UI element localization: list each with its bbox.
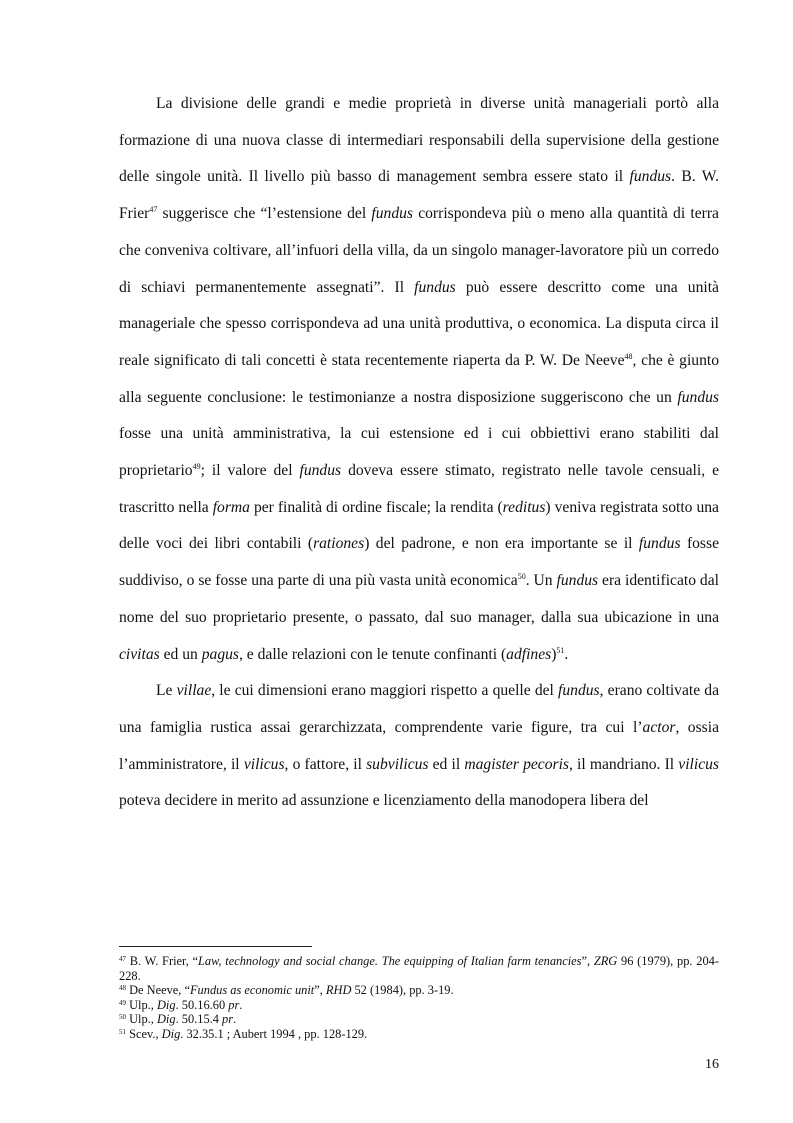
text-run: .: [233, 1012, 237, 1026]
italic-term: rationes: [313, 535, 365, 553]
footnote-separator: [119, 946, 312, 947]
footnote: [119, 983, 719, 998]
text-run: Scev.,: [126, 1026, 162, 1041]
body-text: [119, 86, 719, 820]
italic-term: adfines: [506, 645, 552, 663]
italic-term: actor: [642, 718, 676, 736]
italic-term: Dig: [156, 997, 176, 1012]
italic-term: vilicus: [678, 755, 719, 773]
text-run: .: [564, 645, 569, 663]
footnote-number: 50: [119, 1013, 126, 1021]
text-run: ed il: [428, 755, 465, 773]
footnote-reference: 49: [192, 462, 201, 472]
italic-term: vilicus: [243, 755, 285, 773]
italic-term: civitas: [119, 645, 160, 663]
text-run: ) del padrone, e non era importante se il: [364, 535, 639, 553]
italic-term: fundus: [371, 205, 413, 223]
text-run: . 50.16.60: [175, 997, 229, 1012]
italic-term: reditus: [502, 498, 546, 516]
paragraph: [119, 673, 719, 820]
text-run: ) veniva registrata sotto una delle voci dei libri contabili (: [119, 498, 719, 553]
text-run: , che è giunto alla seguente conclusione: le testimonianze a nostra disposizione suggeriscono che un: [119, 351, 719, 406]
text-run: suggerisce che “l’estensione del: [157, 205, 372, 223]
footnotes: [119, 954, 719, 1041]
text-run: era identificato dal nome del suo proprietario presente, o passato, dal suo manager, dalla sua ubicazione in una: [119, 572, 719, 626]
text-run: , ossia l’amministratore, il: [119, 718, 719, 773]
italic-term: subvilicus: [366, 755, 429, 773]
italic-term: pr: [222, 1012, 234, 1026]
text-run: , erano coltivate da una famiglia rustica assai gerarchizzata, comprendente varie figure, tra cui l’: [119, 682, 719, 736]
text-run: per finalità di ordine fiscale; la rendita (: [249, 498, 503, 516]
footnote-number: 48: [119, 984, 126, 992]
footnote: [119, 1027, 719, 1042]
footnote-number: 47: [119, 955, 126, 963]
text-run: .: [239, 997, 243, 1012]
italic-term: Law, technology and social change. The equipping of Italian farm tenancies: [197, 954, 582, 968]
text-run: , il mandriano. Il: [568, 755, 679, 773]
footnote: [119, 954, 719, 983]
text-run: corrispondeva più o meno alla quantità di terra che conveniva coltivare, all’infuori della villa, da un singolo manager-lavoratore più un corredo di schiavi permanentemente assegnati”. Il: [119, 205, 719, 296]
text-run: doveva essere stimato, registrato nelle tavole censuali, e trascritto nella: [119, 462, 719, 516]
footnote-number: 51: [119, 1027, 126, 1036]
italic-term: fundus: [677, 388, 719, 406]
text-run: ”,: [581, 954, 594, 968]
italic-term: fundus: [414, 278, 456, 296]
italic-term: Dig: [161, 1026, 181, 1041]
footnote-reference: 47: [149, 205, 158, 215]
footnote-reference: 48: [624, 351, 633, 361]
italic-term: villae: [176, 682, 212, 700]
text-run: può essere descritto come una unità manageriale che spesso corrispondeva ad una unità produttiva, o economica. La disputa circa il reale significato di tali concetti è stata recentemente riaperta da P. W. De Neeve: [119, 278, 719, 369]
italic-term: ZRG: [593, 954, 618, 968]
footnote: [119, 998, 719, 1013]
text-run: . 32.35.1 ; Aubert 1994 , pp. 128-129.: [180, 1026, 368, 1041]
text-run: 96 (1979), pp. 204-228.: [119, 954, 719, 983]
footnote: [119, 1012, 719, 1027]
italic-term: magister pecoris: [464, 755, 569, 773]
text-run: ): [551, 645, 557, 663]
footnote-reference: 51: [556, 645, 565, 655]
italic-term: fundus: [556, 572, 599, 590]
text-run: . B. W. Frier: [119, 168, 719, 223]
italic-term: fundus: [638, 535, 681, 553]
italic-term: forma: [212, 498, 250, 516]
text-run: Le: [156, 682, 177, 700]
text-run: , le cui dimensioni erano maggiori rispetto a quelle del: [211, 682, 559, 700]
italic-term: Fundus as economic unit: [189, 983, 315, 997]
text-run: . 50.15.4: [175, 1012, 223, 1026]
text-run: B. W. Frier, “: [126, 954, 198, 968]
text-run: ”,: [314, 983, 326, 997]
footnote-number: 49: [119, 998, 126, 1007]
text-run: , o fattore, il: [284, 755, 367, 773]
paragraph: [119, 86, 719, 673]
text-run: fosse suddiviso, o se fosse una parte di una più vasta unità economica: [119, 535, 719, 590]
text-run: ; il valore del: [200, 462, 300, 480]
italic-term: pr: [228, 997, 240, 1012]
text-run: La divisione delle grandi e medie proprietà in diverse unità manageriali portò alla formazione di una nuova classe di intermediari responsabili della supervisione della gestione delle singole unità. Il livello più basso di management sembra essere stato il: [119, 95, 719, 186]
italic-term: RHD: [325, 983, 352, 997]
text-run: , e dalle relazioni con le tenute confinanti (: [239, 645, 507, 663]
footnote-reference: 50: [517, 572, 526, 582]
italic-term: fundus: [299, 462, 342, 480]
italic-term: fundus: [629, 168, 672, 186]
page-number: 16: [705, 1057, 719, 1072]
italic-term: fundus: [558, 682, 600, 700]
text-run: Ulp.,: [126, 997, 157, 1012]
italic-term: pagus: [201, 645, 239, 663]
text-run: . Un: [525, 572, 557, 590]
italic-term: Dig: [156, 1012, 176, 1026]
text-run: poteva decidere in merito ad assunzione e licenziamento della manodopera libera del: [119, 792, 649, 810]
text-run: 52 (1984), pp. 3-19.: [351, 983, 454, 997]
text-run: ed un: [159, 645, 202, 663]
text-run: De Neeve, “: [126, 983, 190, 997]
text-run: Ulp.,: [126, 1012, 157, 1026]
text-run: fosse una unità amministrativa, la cui estensione ed i cui obbiettivi erano stabiliti dal proprietario: [119, 425, 719, 480]
